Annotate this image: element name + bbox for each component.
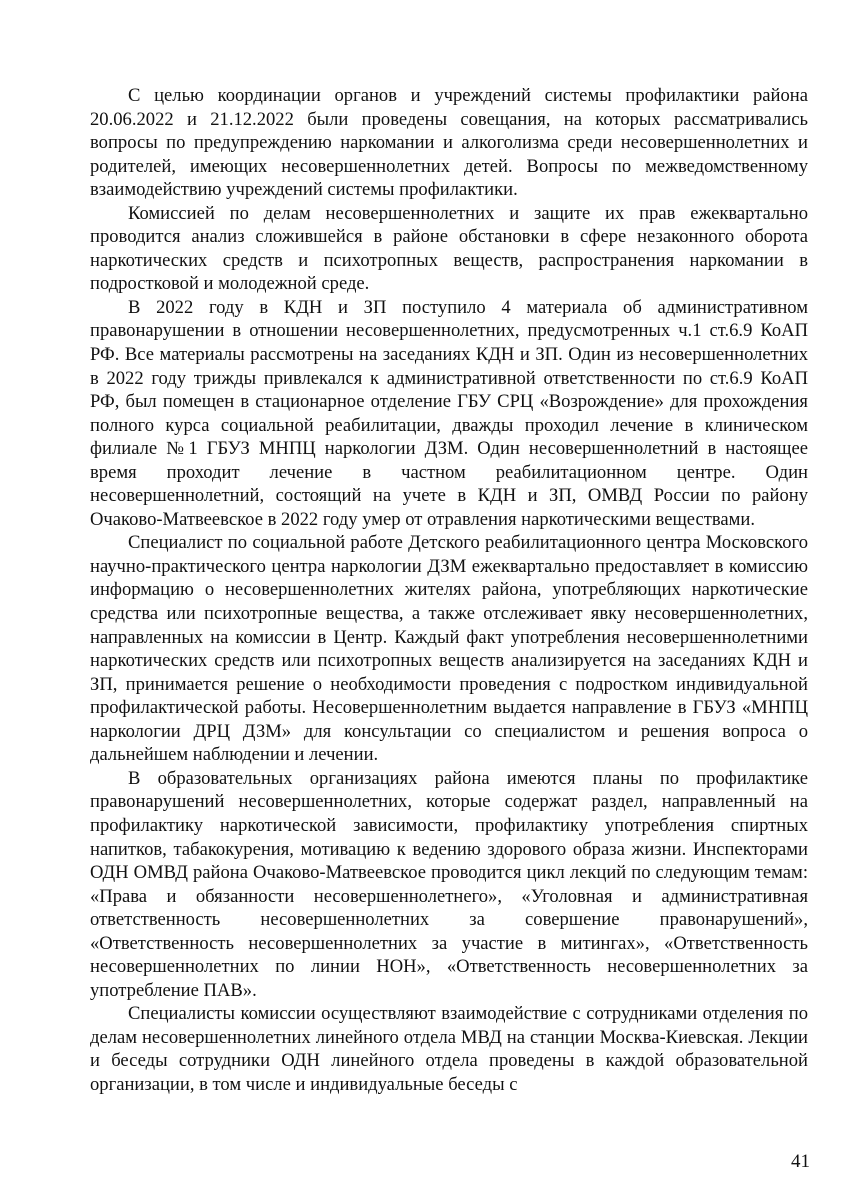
- paragraph-commission-analysis: Комиссией по делам несовершеннолетних и защите их прав ежеквартально проводится анализ сложившейся в районе обстановки в сфере незаконного оборота наркотических средств и психотропных веществ, распространения наркомании в подростковой и молодежной среде.: [90, 202, 808, 295]
- paragraph-linear-department: Специалисты комиссии осуществляют взаимодействие с сотрудниками отделения по делам несовершеннолетних линейного отдела МВД на станции Москва-Киевская. Лекции и беседы сотрудники ОДН линейного отдела проведены в каждой образовательной организации, в том числе и индивидуальные беседы с: [90, 1003, 808, 1095]
- page-number: 41: [791, 1151, 810, 1172]
- paragraph-coordination-meetings: С целью координации органов и учреждений системы профилактики района 20.06.2022 и 21.12.2022 были проведены совещания, на которых рассматривались вопросы по предупреждению наркомании и алкоголизма среди несовершеннолетних и родителей, имеющих несовершеннолетних детей. Вопросы по межведомственному взаимодействию учреждений системы профилактики.: [90, 85, 808, 201]
- paragraph-administrative-offenses: В 2022 году в КДН и ЗП поступило 4 материала об административном правонарушении в отношении несовершеннолетних, предусмотренных ч.1 ст.6.9 КоАП РФ. Все материалы рассмотрены на заседаниях КДН и ЗП. Один из несовершеннолетних в 2022 году трижды привлекался к административной ответственности по ст.6.9 КоАП РФ, был помещен в стационарное отделение ГБУ СРЦ «Возрождение» для прохождения полного курса социальной реабилитации, дважды проходил лечение в клиническом филиале №1 ГБУЗ МНПЦ наркологии ДЗМ. Один несовершеннолетний в настоящее время проходит лечение в частном реабилитационном центре. Один несовершеннолетний, состоящий на учете в КДН и ЗП, ОМВД России по району Очаково-Матвеевское в 2022 году умер от отравления наркотическими веществами.: [90, 296, 808, 530]
- document-body: [90, 84, 808, 1097]
- paragraph-educational-organizations: В образовательных организациях района имеются планы по профилактике правонарушений несовершеннолетних, которые содержат раздел, направленный на профилактику наркотической зависимости, профилактику употребления спиртных напитков, табакокурения, мотивацию к ведению здорового образа жизни. Инспекторами ОДН ОМВД района Очаково-Матвеевское проводится цикл лекций по следующим темам: «Права и обязанности несовершеннолетнего», «Уголовная и административная ответственность несовершеннолетних за совершение правонарушений», «Ответственность несовершеннолетних за участие в митингах», «Ответственность несовершеннолетних по линии НОН», «Ответственность несовершеннолетних за употребление ПАВ».: [90, 767, 808, 1001]
- paragraph-rehabilitation-center: Специалист по социальной работе Детского реабилитационного центра Московского научно-практического центра наркологии ДЗМ ежеквартально предоставляет в комиссию информацию о несовершеннолетних жителях района, употребляющих наркотические средства или психотропные вещества, а также отслеживает явку несовершеннолетних, направленных на комиссии в Центр. Каждый факт употребления несовершеннолетними наркотических средств или психотропных веществ анализируется на заседаниях КДН и ЗП, принимается решение о необходимости проведения с подростком индивидуальной профилактической работы. Несовершеннолетним выдается направление в ГБУЗ «МНПЦ наркологии ДРЦ ДЗМ» для консультации со специалистом и решения вопроса о дальнейшем наблюдении и лечении.: [90, 532, 808, 766]
